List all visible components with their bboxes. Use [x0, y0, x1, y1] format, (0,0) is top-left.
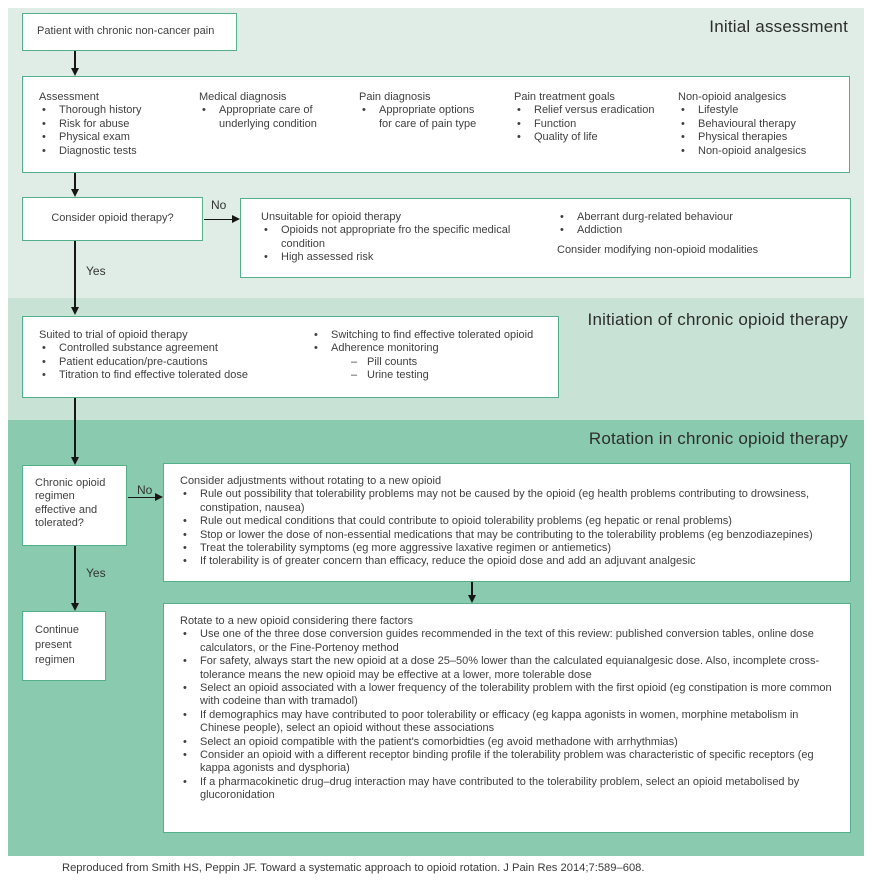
list-item-text: Aberrant durg-related behaviour — [577, 211, 733, 223]
suited-right-column — [311, 329, 533, 397]
arrowhead-down-icon — [71, 307, 79, 315]
bullet-icon: • — [42, 355, 46, 368]
list-item-text: If tolerability is of greater concern than efficacy, reduce the opioid dose and add an adjuvant analgesic — [200, 555, 696, 568]
dash-icon: – — [351, 369, 358, 382]
list-item — [311, 342, 533, 355]
list-item-text: Switching to find effective tolerated opioid — [331, 329, 534, 341]
list-item — [557, 211, 758, 224]
bullet-icon: • — [183, 515, 187, 528]
list-item — [261, 251, 537, 264]
list-item — [39, 342, 289, 355]
list-item-text: Addiction — [577, 224, 623, 237]
assessment-column — [39, 91, 199, 172]
column-header: Non-opioid analgesics — [678, 91, 787, 103]
flow-line — [74, 546, 76, 603]
list-item — [180, 542, 836, 555]
bullet-icon: • — [314, 329, 318, 341]
list-item — [557, 224, 758, 237]
list-item-text: Appropriate care of underlying condition — [219, 104, 317, 130]
unsuitable-note: Consider modifying non-opioid modalities — [557, 243, 759, 256]
flow-line — [471, 582, 473, 595]
suited-header: Suited to trial of opioid therapy — [39, 329, 188, 341]
arrowhead-down-icon — [71, 68, 79, 76]
bullet-icon: • — [183, 775, 187, 788]
column-header: Pain diagnosis — [359, 91, 431, 103]
no-label: No — [211, 198, 227, 212]
consider-adjustments-box — [163, 463, 851, 582]
flow-line — [74, 241, 76, 307]
list-item-text: High assessed risk — [281, 251, 374, 264]
patient-box-label: Patient with chronic non-cancer pain — [37, 25, 215, 38]
assessment-column — [199, 91, 359, 172]
list-item — [180, 682, 836, 709]
list-item — [180, 488, 836, 515]
column-bullets — [359, 104, 480, 131]
list-item — [180, 776, 836, 803]
column-header: Pain treatment goals — [514, 91, 615, 103]
list-item — [261, 224, 537, 251]
assessment-column — [514, 91, 678, 172]
list-item-text: Relief versus eradication — [534, 104, 655, 117]
list-item — [678, 104, 843, 117]
arrowhead-right-icon — [155, 493, 163, 501]
adjustments-bullets — [180, 488, 836, 568]
rotate-header: Rotate to a new opioid considering there factors — [180, 615, 413, 627]
bullet-icon: • — [362, 104, 366, 117]
yes-label: Yes — [86, 264, 106, 278]
suited-left-bullets — [39, 342, 289, 382]
arrowhead-down-icon — [468, 595, 476, 603]
list-item-text: Thorough history — [59, 104, 142, 117]
list-item — [180, 709, 836, 736]
list-item — [180, 529, 836, 542]
list-item-text: Use one of the three dose conversion guides recommended in the text of this review: published conversion tables, online dose calculators, or the Fine-Portenoy method — [200, 628, 814, 654]
suited-sub-dashes — [311, 356, 533, 383]
arrowhead-down-icon — [71, 603, 79, 611]
yes-label: Yes — [86, 566, 106, 580]
bullet-icon: • — [560, 211, 564, 223]
bullet-icon: • — [183, 708, 187, 721]
flow-line — [204, 219, 232, 221]
list-item-text: Non-opioid analgesics — [698, 144, 807, 157]
flow-line — [74, 398, 76, 457]
list-item — [39, 356, 289, 369]
bullet-icon: • — [202, 104, 206, 117]
column-bullets — [514, 104, 668, 144]
list-item-text: Physical exam — [59, 131, 130, 144]
unsuitable-left-column — [261, 211, 537, 277]
list-item-text: Lifestyle — [698, 104, 739, 117]
list-item-text: Rule out possibility that tolerability problems may not be caused by the opioid (eg health problems contributing to drowsiness, constipation, nausea) — [200, 488, 809, 514]
list-item — [351, 369, 533, 382]
bullet-icon: • — [517, 104, 521, 117]
bullet-icon: • — [42, 104, 46, 117]
list-item — [678, 131, 843, 144]
consider-opioid-therapy-box — [22, 197, 203, 241]
list-item-text: Behavioural therapy — [698, 117, 796, 130]
bullet-icon: • — [681, 131, 685, 144]
unsuitable-left-bullets — [261, 224, 537, 264]
suited-right-bullets — [311, 329, 533, 356]
list-item-text: If a pharmacokinetic drug–drug interaction may have contributed to the tolerability problem, select an opioid metabolised by glucoronidation — [200, 775, 800, 802]
assessment-column — [678, 91, 849, 172]
rotate-bullets — [180, 628, 836, 802]
bullet-icon: • — [183, 528, 187, 541]
section-title-initiation: Initiation of chronic opioid therapy — [587, 310, 848, 329]
bullet-icon: • — [42, 342, 46, 355]
list-item — [678, 118, 843, 131]
list-item-text: Consider an opioid with a different receptor binding profile if the tolerability problem was characteristic of specific receptors (eg kappa agonists and dysphoria) — [200, 749, 814, 775]
flow-line — [74, 51, 76, 68]
list-item-text: Rule out medical conditions that could contribute to opioid tolerability problems (eg hepatic or renal problems) — [200, 515, 732, 528]
column-header: Medical diagnosis — [199, 91, 287, 103]
flow-line — [74, 173, 76, 189]
unsuitable-right-bullets — [557, 211, 758, 238]
list-item-text: Stop or lower the dose of non-essential medications that may be contributing to the tolerability problems (eg benzodiazepines) — [200, 528, 813, 541]
bullet-icon: • — [314, 342, 318, 355]
list-item — [39, 104, 173, 117]
list-item-text: Function — [534, 117, 577, 130]
suited-left-column — [39, 329, 289, 397]
unsuitable-box — [240, 198, 851, 278]
arrowhead-down-icon — [71, 189, 79, 197]
list-item — [39, 118, 173, 131]
assessment-box — [22, 76, 850, 173]
no-label: No — [137, 483, 153, 497]
section-title-rotation: Rotation in chronic opioid therapy — [588, 429, 848, 448]
chronic-regimen-box — [22, 465, 127, 546]
bullet-icon: • — [264, 251, 268, 264]
bullet-icon: • — [517, 117, 521, 130]
list-item — [39, 145, 173, 158]
section-title-initial-assessment: Initial assessment — [709, 17, 848, 36]
list-item — [180, 736, 836, 749]
bullet-icon: • — [183, 682, 187, 695]
list-item-text: Physical therapies — [698, 131, 788, 144]
list-item — [514, 104, 668, 117]
list-item-text: Select an opioid compatible with the patient's comorbidties (eg avoid methadone with arrhythmias) — [200, 735, 678, 748]
bullet-icon: • — [183, 655, 187, 668]
list-item-text: Patient education/pre-cautions — [59, 355, 208, 368]
adjustments-header: Consider adjustments without rotating to a new opioid — [180, 475, 442, 487]
assessment-column — [359, 91, 514, 172]
patient-box — [22, 13, 237, 51]
continue-regimen-box — [22, 611, 106, 681]
list-item — [180, 628, 836, 655]
list-item-text: Select an opioid associated with a lower frequency of the tolerability problem with the first opioid (eg constipation is more common with codeine than with tramadol) — [200, 682, 832, 708]
bullet-icon: • — [264, 224, 268, 237]
list-item — [678, 145, 843, 158]
consider-box-label: Consider opioid therapy? — [51, 212, 174, 225]
list-item — [180, 555, 836, 568]
column-bullets — [678, 104, 843, 158]
bullet-icon: • — [183, 488, 187, 501]
list-item-text: If demographics may have contributed to poor tolerability or efficacy (eg kappa agonists in women, morphine metabolism in Chinese people), select an opioid without these associations — [200, 708, 799, 735]
list-item-text: Titration to find effective tolerated dose — [59, 369, 248, 382]
column-header: Assessment — [39, 91, 99, 103]
list-item — [514, 131, 668, 144]
list-item — [180, 515, 836, 528]
figure-caption: Reproduced from Smith HS, Peppin JF. Toward a systematic approach to opioid rotation. J Pain Res 2014;7:589–608. — [62, 862, 645, 874]
list-item — [351, 356, 533, 369]
list-item-text: Appropriate options for care of pain type — [379, 104, 477, 130]
list-item — [359, 104, 480, 131]
column-bullets — [199, 104, 333, 131]
rotate-opioid-box — [163, 603, 851, 833]
list-item-text: Diagnostic tests — [59, 144, 137, 157]
bullet-icon: • — [681, 117, 685, 130]
dash-icon: – — [351, 355, 358, 368]
suited-to-trial-box — [22, 316, 559, 398]
bullet-icon: • — [517, 131, 521, 144]
bullet-icon: • — [681, 104, 685, 117]
chronic-regimen-label: Chronic opioid regimen effective and tolerated? — [35, 477, 106, 530]
list-item-text: Quality of life — [534, 131, 598, 144]
list-item — [180, 749, 836, 776]
list-item-text: Risk for abuse — [59, 117, 130, 130]
list-item-text: Pill counts — [367, 355, 418, 368]
unsuitable-right-column — [557, 211, 758, 277]
bullet-icon: • — [42, 144, 46, 157]
list-item-text: Adherence monitoring — [331, 342, 439, 355]
list-item-text: Treat the tolerability symptoms (eg more aggressive laxative regimen or antiemetics) — [200, 542, 612, 555]
bullet-icon: • — [183, 749, 187, 762]
list-item — [311, 329, 533, 342]
bullet-icon: • — [42, 369, 46, 382]
list-item — [199, 104, 333, 131]
list-item — [39, 131, 173, 144]
list-item — [180, 655, 836, 682]
bullet-icon: • — [42, 117, 46, 130]
bullet-icon: • — [183, 735, 187, 748]
arrowhead-down-icon — [71, 457, 79, 465]
list-item-text: For safety, always start the new opioid at a dose 25–50% lower than the calculated equianalgesic dose. Also, incomplete cross-tolerance means the new opioid may be effective at a lower, more tolerable dose — [200, 655, 820, 681]
unsuitable-header: Unsuitable for opioid therapy — [261, 211, 402, 223]
bullet-icon: • — [183, 555, 187, 568]
continue-regimen-label: Continue present regimen — [35, 624, 80, 666]
list-item — [514, 118, 668, 131]
bullet-icon: • — [183, 542, 187, 555]
list-item — [39, 369, 289, 382]
bullet-icon: • — [42, 131, 46, 144]
bullet-icon: • — [183, 628, 187, 641]
bullet-icon: • — [560, 224, 564, 237]
column-bullets — [39, 104, 173, 158]
list-item-text: Opioids not appropriate fro the specific medical condition — [281, 224, 511, 250]
list-item-text: Controlled substance agreement — [59, 342, 218, 355]
arrowhead-right-icon — [232, 215, 240, 223]
bullet-icon: • — [681, 144, 685, 157]
list-item-text: Urine testing — [367, 369, 429, 382]
